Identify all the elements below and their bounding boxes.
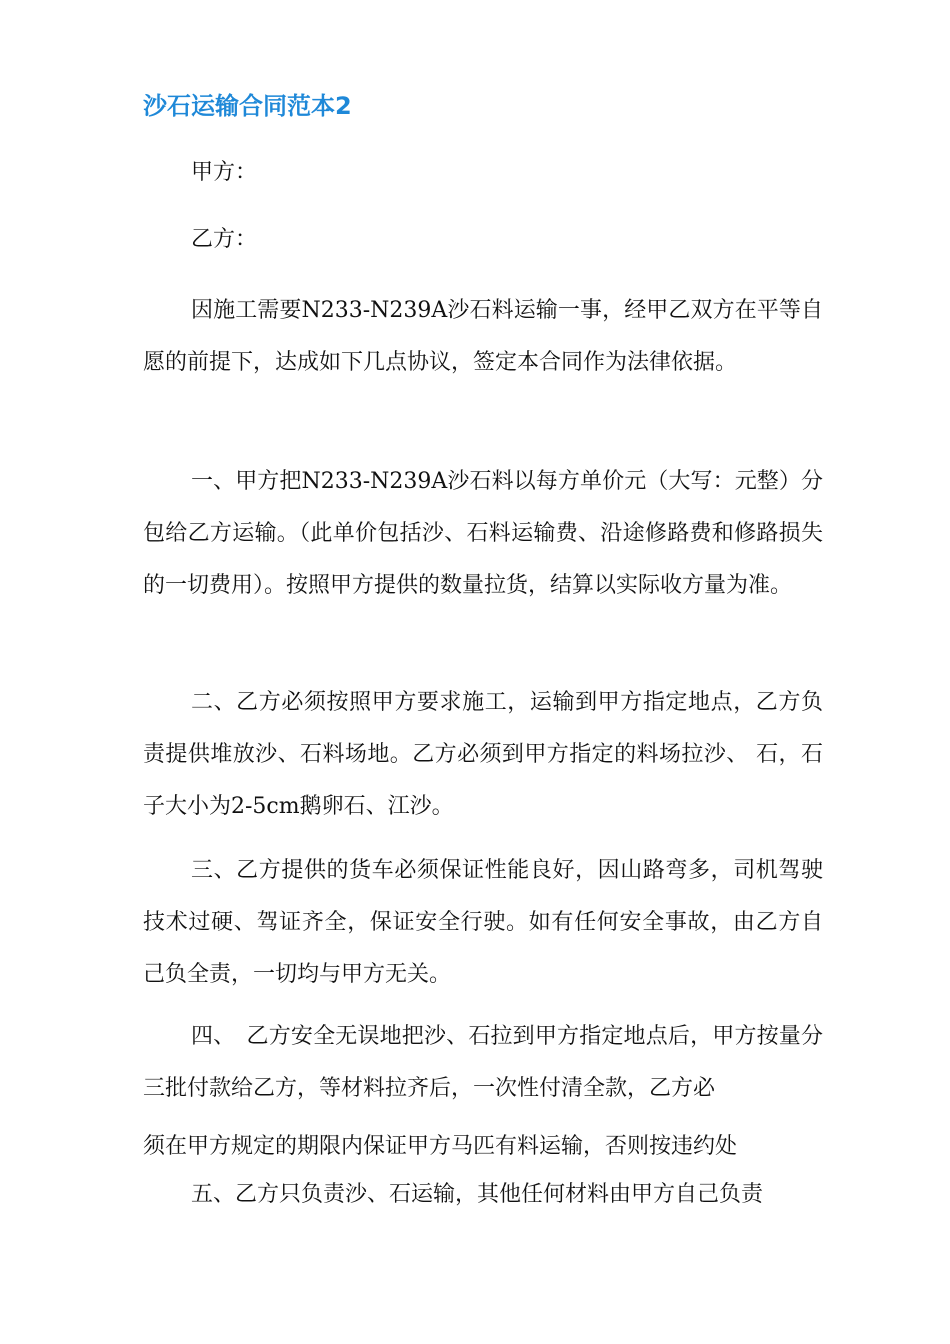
clause-2-paragraph: 二、乙方必须按照甲方要求施工，运输到甲方指定地点，乙方负责提供堆放沙、石料场地。乙方必须到甲方指定的料场拉沙、 石，石子大小为2-5cm鹅卵石、江沙。 bbox=[143, 690, 823, 819]
clause-4-text-part-1: 四、 乙方安全无误地把沙、石拉到甲方指定地点后，甲方按量分三批付款给乙方，等材料拉齐后，一次性付清全款，乙方必 bbox=[143, 1024, 823, 1101]
party-b-line: 乙方： bbox=[191, 227, 258, 252]
clause-5-paragraph: 五、乙方只负责沙、石运输，其他任何材料由甲方自己负责 bbox=[191, 1182, 764, 1207]
intro-paragraph: 因施工需要N233-N239A沙石料运输一事，经甲乙双方在平等自愿的前提下，达成如下几点协议，签定本合同作为法律依据。 bbox=[143, 298, 823, 375]
clause-1-paragraph: 一、甲方把N233-N239A沙石料以每方单价元（大写：元整）分包给乙方运输。（此单价包括沙、石料运输费、沿途修路费和修路损失的一切费用）。按照甲方提供的数量拉货，结算以实际收方量为准。 bbox=[143, 469, 823, 598]
document-title: 沙石运输合同范本2 bbox=[143, 92, 352, 120]
clause-3-paragraph: 三、乙方提供的货车必须保证性能良好，因山路弯多，司机驾驶技术过硬、驾证齐全，保证安全行驶。如有任何安全事故，由乙方自己负全责，一切均与甲方无关。 bbox=[143, 858, 823, 987]
party-a-line: 甲方： bbox=[191, 160, 258, 185]
clause-4-paragraph bbox=[143, 1011, 823, 1173]
clause-4-text-part-2: 须在甲方规定的期限内保证甲方马匹有料运输，否则按违约处 bbox=[143, 1134, 738, 1159]
